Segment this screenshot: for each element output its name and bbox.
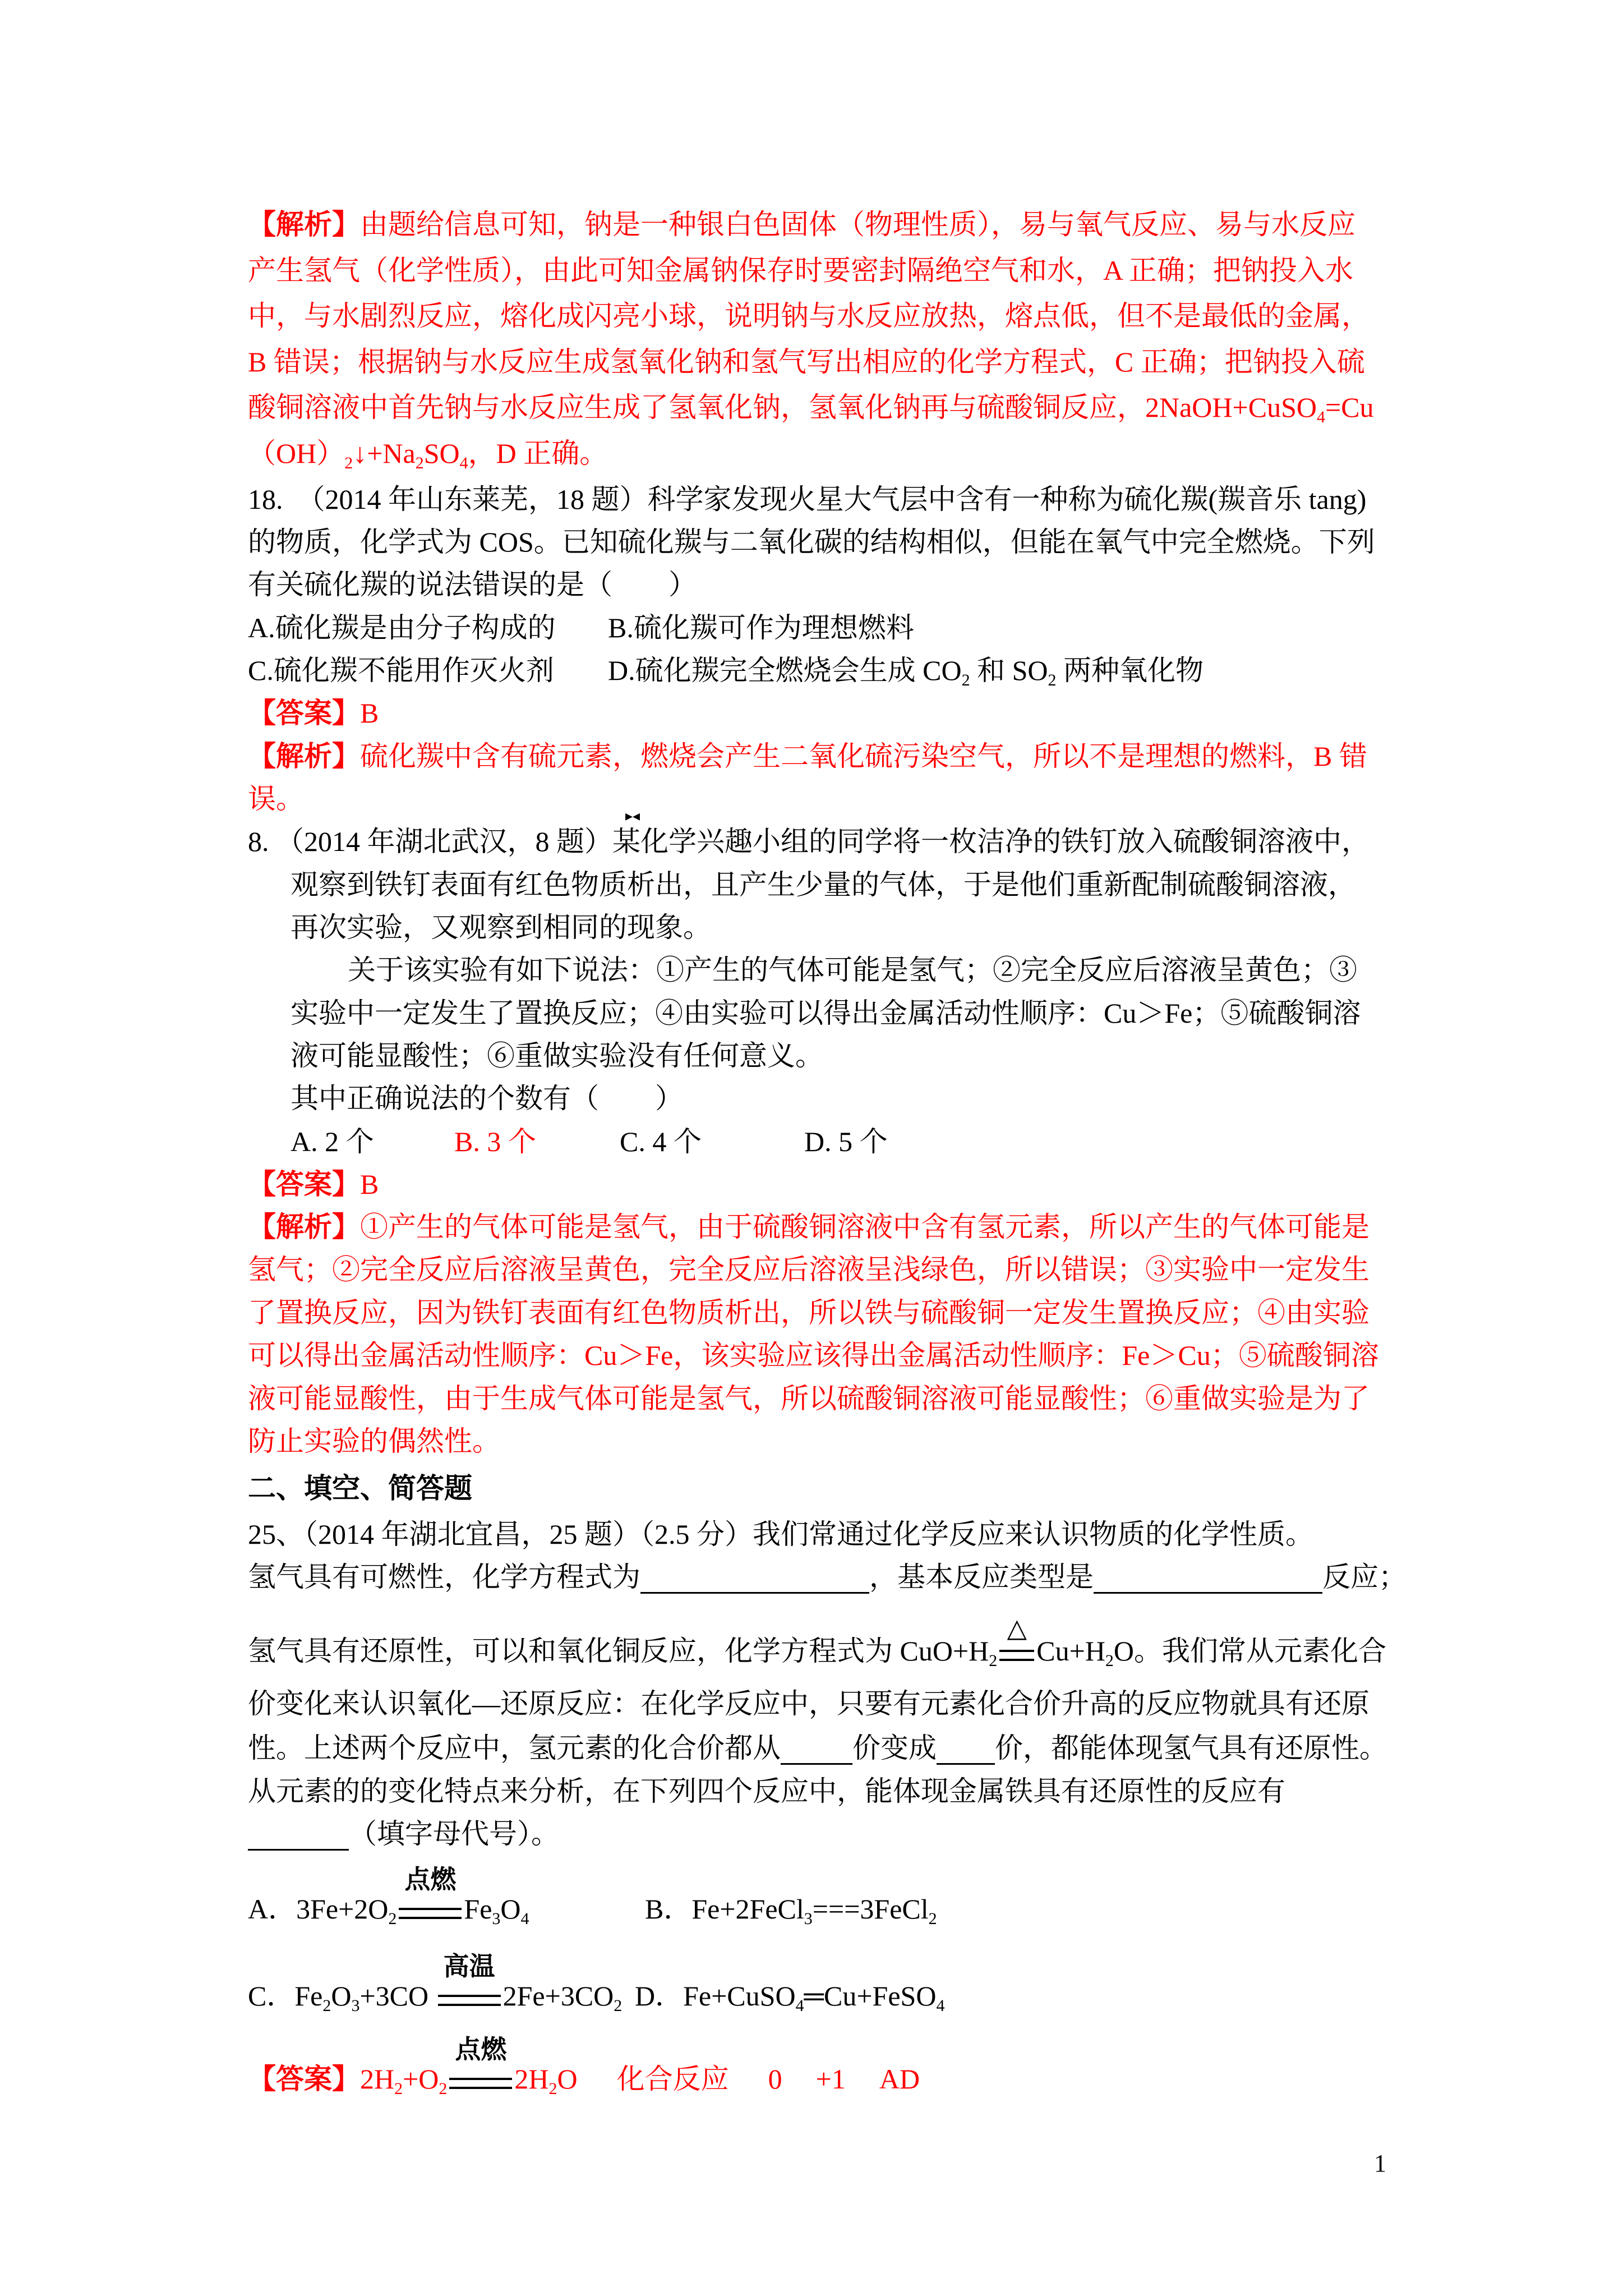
- text: 性。上述两个反应中，氢元素的化合价都从: [248, 1732, 781, 1764]
- option-b: B.硫化羰可作为理想燃料: [608, 612, 914, 643]
- question-25-stem: 25、（2014 年湖北宜昌，25 题）（2.5 分）我们常通过化学反应来认识物质的化学性质。: [248, 1519, 1313, 1550]
- text: B．Fe+2FeCl: [645, 1893, 804, 1925]
- text: 2H: [360, 2063, 395, 2095]
- question-25-stem: [248, 1817, 559, 1851]
- subscript: 2: [614, 1996, 623, 2015]
- text: +3CO: [359, 1980, 436, 2012]
- subscript: 2: [1105, 1651, 1114, 1670]
- text: 2Fe+3CO: [502, 1980, 614, 2012]
- answer-reaction-type: 化合反应: [616, 2063, 729, 2095]
- answer-label: 【答案】: [248, 697, 360, 729]
- fill-blank-to-valence[interactable]: [937, 1735, 995, 1765]
- double-line: [449, 2078, 512, 2089]
- condition-label: 点燃: [404, 1865, 457, 1894]
- answer-to-valence: +1: [815, 2063, 846, 2095]
- question-18-stem: 18. （2014 年山东莱芜，18 题）科学家发现火星大气层中含有一种称为硫化羰(羰音乐 tang): [248, 484, 1367, 515]
- text: D．Fe+CuSO: [635, 1980, 796, 2012]
- text: O: [500, 1893, 521, 1925]
- text: （OH）: [248, 438, 345, 469]
- option-b: [645, 1892, 937, 1926]
- subscript: 2: [344, 454, 353, 472]
- subscript: 2: [1048, 671, 1057, 689]
- subscript: 4: [1316, 408, 1325, 426]
- section-heading: 二、填空、简答题: [248, 1473, 472, 1504]
- analysis-line: 了置换反应，因为铁钉表面有红色物质析出，所以铁与硫酸铜一定发生置换反应；④由实验: [248, 1297, 1370, 1328]
- question-18-options-row: [248, 654, 1426, 687]
- text: 由题给信息可知，钠是一种银白色固体（物理性质），易与氧气反应、易与水反应: [360, 209, 1355, 240]
- subscript: 2: [961, 671, 970, 689]
- subscript: 2: [322, 1996, 331, 2015]
- analysis-label: 【解析】: [248, 740, 360, 772]
- high-temperature-equals-sign: [436, 1952, 503, 2013]
- option-c: C.硫化羰不能用作灭火剂: [248, 655, 554, 686]
- option-d: D. 5 个: [804, 1126, 888, 1157]
- text: （填字母代号）。: [349, 1818, 559, 1849]
- subscript: 3: [492, 1910, 501, 1928]
- text: ，D 正确。: [468, 438, 608, 469]
- subscript: 2: [388, 1910, 397, 1928]
- analysis-line: B 错误；根据钠与水反应生成氢氧化钠和氢气写出相应的化学方程式，C 正确；把钠投入硫: [248, 346, 1365, 378]
- text: O。我们常从元素化合: [1113, 1635, 1387, 1667]
- double-line: [438, 1995, 501, 2006]
- subscript: 2: [548, 2079, 557, 2098]
- analysis-line: 液可能显酸性，由于生成气体可能是氢气，所以硫酸铜溶液可能显酸性；⑥重做实验是为了: [248, 1383, 1370, 1414]
- text: 两种氧化物: [1056, 655, 1204, 686]
- analysis-line: 可以得出金属活动性顺序：Cu＞Fe，该实验应该得出金属活动性顺序：Fe＞Cu；⑤硫酸铜溶: [248, 1340, 1379, 1371]
- answer-line: [248, 1167, 379, 1201]
- analysis-line: 产生氢气（化学性质），由此可知金属钠保存时要密封隔绝空气和水，A 正确；把钠投入水: [248, 255, 1353, 286]
- text: C．Fe: [248, 1980, 323, 2012]
- analysis-line: [248, 436, 607, 470]
- question-8-stem: 实验中一定发生了置换反应；④由实验可以得出金属活动性顺序：Cu＞Fe；⑤硫酸铜溶: [291, 997, 1361, 1029]
- subscript: 4: [795, 1996, 804, 2015]
- text: O: [557, 2063, 578, 2095]
- answer-value: B: [360, 697, 379, 729]
- question-8-stem: 液可能显酸性；⑥重做实验没有任何意义。: [291, 1040, 823, 1071]
- text: O: [331, 1980, 352, 2012]
- text: 硫化羰中含有硫元素，燃烧会产生二氧化硫污染空气，所以不是理想的燃料，B 错: [360, 740, 1367, 772]
- analysis-line: 防止实验的偶然性。: [248, 1425, 500, 1457]
- question-8-stem: 其中正确说法的个数有（ ）: [291, 1083, 683, 1114]
- question-8-stem: 再次实验，又观察到相同的现象。: [291, 912, 711, 943]
- subscript: 2: [439, 2079, 448, 2098]
- subscript: 2: [415, 454, 424, 472]
- anchor-mark-icon: ▸◂: [625, 808, 640, 824]
- question-25-stem: 价变化来认识氧化—还原反应：在化学反应中，只要有元素化合价升高的反应物就具有还原: [248, 1688, 1370, 1719]
- text: +O: [403, 2063, 439, 2095]
- subscript: 3: [351, 1996, 360, 2015]
- question-8-stem: 关于该实验有如下说法：①产生的气体可能是氢气；②完全反应后溶液呈黄色；③: [348, 954, 1357, 986]
- analysis-line: 中，与水剧烈反应，熔化成闪亮小球，说明钠与水反应放热，熔点低，但不是最低的金属，: [248, 300, 1370, 332]
- ignition-equals-sign: [396, 1865, 464, 1926]
- subscript: 4: [520, 1910, 529, 1928]
- text: ，基本反应类型是: [869, 1561, 1094, 1593]
- text: 酸铜溶液中首先钠与水反应生成了氢氧化钠，氢氧化钠再与硫酸铜反应，2NaOH+CuSO: [248, 392, 1317, 423]
- analysis-line: 氢气；②完全反应后溶液呈黄色，完全反应后溶液呈浅绿色，所以错误；③实验中一定发生: [248, 1254, 1370, 1285]
- subscript: 4: [936, 1996, 945, 2015]
- text: 价，都能体现氢气具有还原性。: [995, 1732, 1387, 1764]
- question-18-stem: 有关硫化羰的说法错误的是（ ）: [248, 569, 697, 600]
- analysis-line: 误。: [248, 783, 304, 815]
- text: ===3FeCl: [812, 1893, 929, 1925]
- subscript: 2: [989, 1651, 998, 1670]
- option-a: A.硫化羰是由分子构成的: [248, 612, 556, 643]
- question-25-stem: [248, 1731, 1387, 1765]
- fill-blank-reaction-type[interactable]: [1094, 1564, 1322, 1594]
- answer-line: [248, 2035, 920, 2098]
- text: 氢气具有可燃性，化学方程式为: [248, 1561, 640, 1593]
- text: A．3Fe+2O: [248, 1893, 389, 1925]
- option-a: A. 2 个: [291, 1126, 374, 1157]
- answer-label: 【答案】: [248, 2063, 360, 2095]
- answer-label: 【答案】: [248, 1168, 360, 1200]
- text: 2H: [514, 2063, 549, 2095]
- text: =Cu: [1325, 392, 1374, 423]
- option-d: [635, 1979, 944, 2013]
- analysis-label: 【解析】: [248, 1211, 360, 1243]
- analysis-line: [248, 208, 1355, 241]
- analysis-line: [248, 390, 1374, 424]
- option-c: [248, 1952, 623, 2015]
- question-25-options-row: [248, 1952, 1370, 2015]
- heating-equals-sign: [997, 1614, 1036, 1668]
- text: 氢气具有还原性，可以和氧化铜反应，化学方程式为 CuO+H: [248, 1635, 989, 1667]
- text: Fe: [464, 1893, 492, 1925]
- text: ①产生的气体可能是氢气，由于硫酸铜溶液中含有氢元素，所以产生的气体可能是: [360, 1211, 1370, 1243]
- question-18-stem: 的物质，化学式为 COS。已知硫化羰与二氧化碳的结构相似，但能在氧气中完全燃烧。下列: [248, 526, 1375, 558]
- subscript: 4: [459, 454, 468, 472]
- text: Cu+H: [1036, 1635, 1105, 1667]
- heat-triangle-icon: △: [1007, 1614, 1027, 1642]
- question-25-stem: 从元素的的变化特点来分析，在下列四个反应中，能体现金属铁具有还原性的反应有: [248, 1775, 1285, 1807]
- subscript: 2: [394, 2079, 403, 2098]
- question-8-options-row: [291, 1125, 1412, 1158]
- option-c: C. 4 个: [620, 1126, 702, 1157]
- text: D.硫化羰完全燃烧会生成 CO: [608, 655, 962, 686]
- double-line: [399, 1908, 462, 1919]
- fill-blank-letters[interactable]: [248, 1821, 349, 1851]
- question-25-options-row: [248, 1865, 1370, 1928]
- option-b: B. 3 个: [454, 1126, 536, 1157]
- question-18-options-row: [248, 611, 1426, 645]
- analysis-label: 【解析】: [248, 209, 360, 240]
- page-number: 1: [1374, 2150, 1386, 2177]
- question-25-stem: [248, 1614, 1387, 1670]
- text: SO: [423, 438, 460, 469]
- question-25-stem: [248, 1560, 1407, 1594]
- analysis-line: [248, 1210, 1370, 1244]
- answer-line: [248, 696, 379, 730]
- fill-blank-equation[interactable]: [640, 1564, 869, 1594]
- answer-from-valence: 0: [768, 2063, 782, 2095]
- subscript: 2: [928, 1910, 937, 1928]
- fill-blank-from-valence[interactable]: [781, 1735, 852, 1765]
- text: ═Cu+FeSO: [804, 1980, 937, 2012]
- text: ↓+Na: [353, 438, 416, 469]
- question-8-stem: 观察到铁钉表面有红色物质析出，且产生少量的气体，于是他们重新配制硫酸铜溶液，: [291, 869, 1356, 900]
- option-d: [608, 654, 1204, 687]
- condition-label: 高温: [443, 1952, 495, 1981]
- answer-letters: AD: [879, 2063, 920, 2095]
- question-8-stem: 8. （2014 年湖北武汉，8 题）某化学兴趣小组的同学将一枚洁净的铁钉放入硫酸铜溶液中，: [248, 826, 1370, 857]
- option-a: [248, 1865, 529, 1928]
- text: 和 SO: [970, 655, 1048, 686]
- answer-value: B: [360, 1168, 379, 1200]
- subscript: 3: [804, 1910, 813, 1928]
- text: 反应；: [1322, 1561, 1407, 1593]
- double-line: [999, 1650, 1034, 1661]
- condition-label: 点燃: [455, 2035, 507, 2064]
- analysis-line: [248, 739, 1367, 773]
- ignition-equals-sign: [447, 2035, 514, 2096]
- text: 价变成: [852, 1732, 937, 1764]
